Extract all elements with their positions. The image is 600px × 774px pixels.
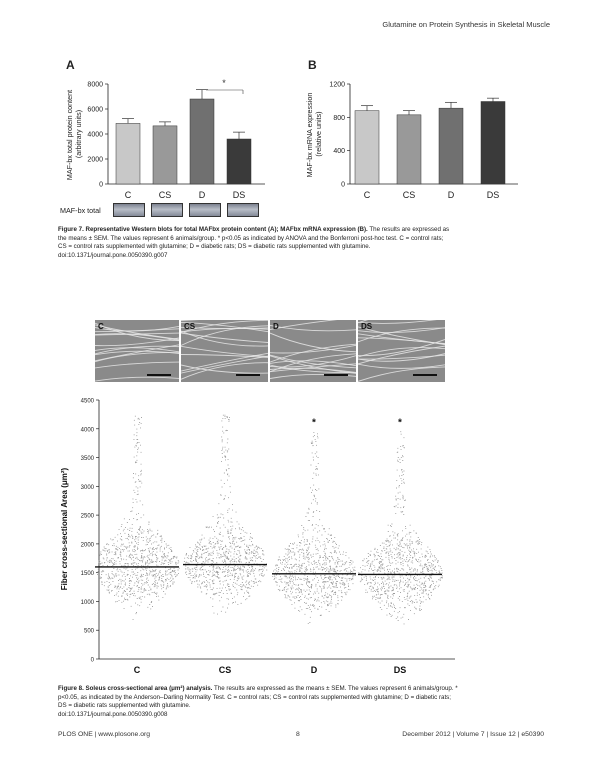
y-axis-label: MAF-bx mRNA expression (relative units) xyxy=(305,92,323,178)
blot-band-ds xyxy=(227,203,259,217)
y-tick-label: 400 xyxy=(333,148,345,156)
footer-page-number: 8 xyxy=(296,731,300,738)
y-axis-label: MAF-bx total protein content (arbitrary units) xyxy=(65,89,83,181)
micrograph-d xyxy=(270,320,356,382)
y-axis-ticks xyxy=(87,82,108,189)
figure7-doi: doi:10.1371/journal.pone.0050390.g007 xyxy=(58,251,168,259)
fiber-line xyxy=(358,338,445,345)
micrograph-ds xyxy=(358,320,445,382)
y-tick-label: 800 xyxy=(333,114,345,122)
bar-d xyxy=(190,99,214,184)
category-label: D xyxy=(310,665,318,675)
bar-cs xyxy=(153,126,177,184)
y-axis-label: Fiber cross-sectional Area (μm²) xyxy=(60,467,69,591)
micrograph-label: DS xyxy=(361,322,373,331)
category-label: CS xyxy=(402,190,416,200)
data-points xyxy=(97,416,180,619)
y-tick-label: 1000 xyxy=(80,599,94,606)
figure8-caption-title: Figure 8. Soleus cross-sectional area (μm²) analysis. xyxy=(58,685,213,692)
blot-band-cs xyxy=(151,203,183,217)
y-tick-label: 3500 xyxy=(80,456,94,463)
y-axis-ticks xyxy=(329,82,350,189)
blot-band-d xyxy=(189,203,221,217)
figure7b-chart xyxy=(300,72,540,212)
footer-issue: December 2012 | Volume 7 | Issue 12 | e50390 xyxy=(402,731,544,738)
fiber-line xyxy=(95,362,179,368)
fiber-line xyxy=(270,333,356,352)
bar-cs xyxy=(397,115,421,184)
beeswarm-cs xyxy=(184,415,267,614)
figure8-doi: doi:10.1371/journal.pone.0050390.g008 xyxy=(58,710,168,718)
scale-bar xyxy=(324,374,348,376)
figure8-caption-line2: p<0.05, as indicated by the Anderson–Darling Normality Test. C = control rats; CS = control rats supplemented with glutamine; D = diabetic rats; xyxy=(58,693,451,701)
fiber-line xyxy=(181,333,268,343)
bar-c xyxy=(355,111,379,184)
significance-star: * xyxy=(312,417,316,429)
category-label: CS xyxy=(158,190,172,200)
fiber-line xyxy=(270,325,356,330)
figure8-chart xyxy=(55,392,475,680)
y-axis-ticks xyxy=(81,399,99,664)
muscle-fibers-image xyxy=(270,320,356,382)
y-tick-label: 3000 xyxy=(80,484,94,491)
fiber-line xyxy=(95,377,179,381)
figure8-caption-line3: DS = diabetic rats supplemented with glutamine. xyxy=(58,702,191,710)
fiber-line xyxy=(181,363,268,380)
y-tick-label: 8000 xyxy=(87,81,103,89)
y-tick-label: 4000 xyxy=(87,131,103,139)
micrograph-label: D xyxy=(273,322,279,331)
bar-ds xyxy=(227,139,251,184)
panel-b-letter: B xyxy=(308,58,317,72)
fiber-line xyxy=(95,353,179,362)
scale-bar xyxy=(236,374,260,376)
y-tick-label: 2500 xyxy=(80,513,94,520)
beeswarm-c xyxy=(97,416,180,619)
y-tick-label: 1200 xyxy=(329,81,345,89)
fiber-line xyxy=(270,345,356,354)
bar-ds xyxy=(481,102,505,185)
y-tick-label: 2000 xyxy=(87,156,103,164)
footer-journal: PLOS ONE | www.plosone.org xyxy=(58,731,151,738)
significance-star: * xyxy=(222,78,226,88)
western-blot-strip xyxy=(113,203,259,217)
y-tick-label: 500 xyxy=(83,628,94,635)
data-points xyxy=(272,432,356,623)
y-tick-label: 2000 xyxy=(80,542,94,549)
y-tick-label: 4000 xyxy=(80,427,94,434)
scale-bar xyxy=(413,374,437,376)
y-tick-label: 0 xyxy=(341,181,345,189)
figure8-caption xyxy=(58,685,544,719)
muscle-fibers-image xyxy=(95,320,179,382)
data-points xyxy=(358,432,442,624)
category-label: D xyxy=(447,190,455,200)
category-label: C xyxy=(363,190,371,200)
beeswarm-ds xyxy=(358,432,442,624)
category-label: DS xyxy=(393,665,407,675)
blot-label: MAF-bx total xyxy=(60,206,101,215)
beeswarm-d xyxy=(272,432,356,623)
figure7-caption-line1: The results are expressed as xyxy=(367,226,450,233)
blot-band-c xyxy=(113,203,145,217)
category-label: C xyxy=(124,190,132,200)
significance-star: * xyxy=(398,417,402,429)
figure7-caption-line3: CS = control rats supplemented with glutamine; D = diabetic rats; DS = diabetic rats supplemented with glutamine. xyxy=(58,243,371,251)
fiber-line xyxy=(181,356,268,374)
category-label: CS xyxy=(218,665,232,675)
category-label: C xyxy=(133,665,141,675)
y-tick-label: 4500 xyxy=(80,398,94,405)
bar-c xyxy=(116,123,140,184)
y-tick-label: 6000 xyxy=(87,106,103,114)
micrograph-label: CS xyxy=(184,322,196,331)
category-label: D xyxy=(198,190,206,200)
y-tick-label: 1500 xyxy=(80,571,94,578)
y-tick-label: 0 xyxy=(90,657,94,664)
panel-a-letter: A xyxy=(66,58,75,72)
y-tick-label: 0 xyxy=(99,181,103,189)
significance-bracket xyxy=(206,78,243,94)
figure7-caption-title: Figure 7. Representative Western blots for total MAFbx protein content (A); MAFbx mRNA expression (B). xyxy=(58,226,368,233)
category-label: DS xyxy=(232,190,246,200)
micrograph-cs xyxy=(181,320,268,382)
micrograph-label: C xyxy=(98,322,104,331)
running-header: Glutamine on Protein Synthesis in Skeletal Muscle xyxy=(382,20,550,29)
figure7-caption-line2: the means ± SEM. The values represent 6 animals/group. * p<0.05 as indicated by ANOVA and the Bonferroni post-hoc test. C = control rats; xyxy=(58,234,444,242)
micrograph-c xyxy=(95,320,179,382)
figure7-caption xyxy=(58,226,544,260)
figure7a-chart xyxy=(60,72,300,212)
data-points xyxy=(184,415,267,614)
category-label: DS xyxy=(486,190,500,200)
scale-bar xyxy=(147,374,171,376)
bar-d xyxy=(439,108,463,184)
figure8-caption-line1: The results are expressed as the means ± SEM. The values represent 6 animals/group. * xyxy=(212,685,458,692)
